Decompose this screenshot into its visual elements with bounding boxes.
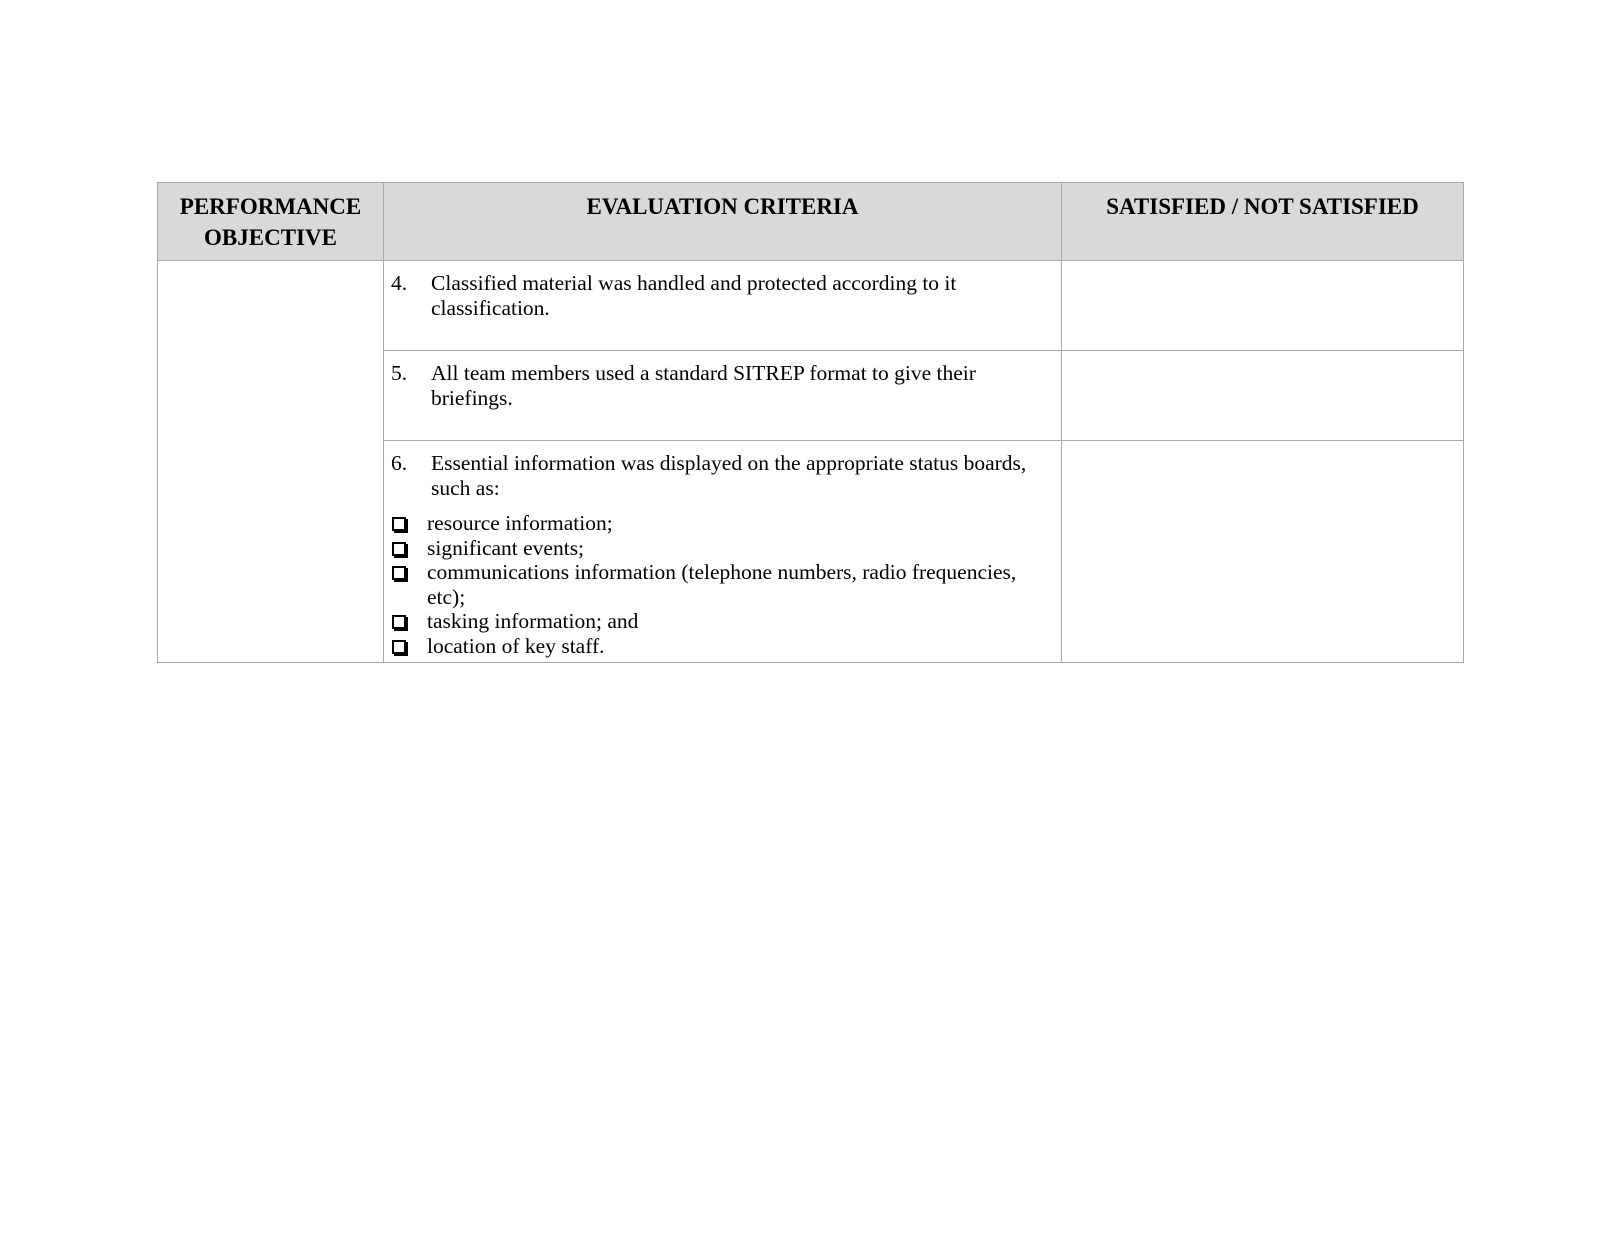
header-performance-objective-line1: PERFORMANCE (179, 194, 362, 219)
table-row (158, 261, 1464, 351)
checkbox-icon (391, 511, 427, 536)
satisfied-cell[interactable] (1062, 441, 1464, 663)
checklist-item-text: tasking information; and (427, 609, 639, 633)
checklist-item (391, 560, 1053, 609)
checklist-item (391, 609, 1053, 634)
criteria-cell (384, 351, 1062, 441)
checklist-item (391, 511, 1053, 536)
satisfied-cell[interactable] (1062, 261, 1464, 351)
header-performance-objective (158, 183, 384, 261)
table-header-row (158, 183, 1464, 261)
criteria-item (391, 451, 1053, 501)
satisfied-cell[interactable] (1062, 351, 1464, 441)
checkbox-icon (391, 560, 427, 609)
criteria-cell (384, 441, 1062, 663)
criteria-item (391, 361, 1053, 411)
criteria-text: Classified material was handled and protected according to it classification. (431, 271, 957, 320)
checkbox-icon (391, 609, 427, 634)
checkbox-icon (391, 536, 427, 561)
header-performance-objective-line2: OBJECTIVE (204, 225, 337, 250)
checklist-item-text: communications information (telephone numbers, radio frequencies, etc); (427, 560, 1017, 609)
performance-objective-cell (158, 261, 384, 663)
header-satisfied: SATISFIED / NOT SATISFIED (1062, 183, 1464, 261)
checklist-item (391, 634, 1053, 659)
evaluation-table (157, 182, 1464, 663)
criteria-text: All team members used a standard SITREP format to give their briefings. (431, 361, 976, 410)
checklist-item-text: location of key staff. (427, 633, 605, 658)
criteria-checklist (391, 511, 1053, 658)
checklist-item (391, 536, 1053, 561)
criteria-number: 5. (391, 361, 408, 385)
criteria-number: 6. (391, 451, 408, 475)
checkbox-icon (391, 634, 427, 659)
checklist-item-text: significant events; (427, 535, 585, 560)
criteria-item (391, 271, 1053, 321)
criteria-text: Essential information was displayed on the appropriate status boards, such as: (431, 451, 1027, 500)
header-evaluation-criteria: EVALUATION CRITERIA (384, 183, 1062, 261)
checklist-item-text: resource information; (427, 511, 613, 535)
criteria-number: 4. (391, 271, 408, 295)
criteria-cell (384, 261, 1062, 351)
